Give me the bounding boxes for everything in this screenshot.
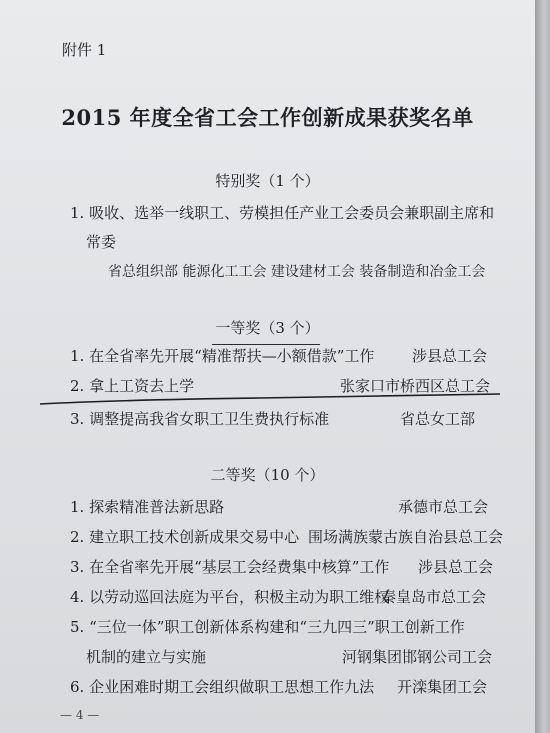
second-item-3-org: 涉县总工会: [418, 558, 494, 576]
first-item-1-text: 1. 在全省率先开展“精准帮扶—小额借款”工作: [70, 347, 375, 365]
first-prize-heading-rule: [212, 344, 320, 345]
special-item-1-orgs: 省总组织部 能源化工工会 建设建材工会 装备制造和冶金工会: [108, 264, 486, 280]
second-item-4-org: 秦皇岛市总工会: [381, 588, 487, 606]
first-item-2-org: 张家口市桥西区总工会: [340, 377, 491, 395]
second-prize-heading: 二等奖（10 个）: [210, 466, 325, 484]
second-item-2-org: 围场满族蒙古族自治县总工会: [308, 528, 504, 546]
second-item-5-line-2: 机制的建立与实施: [86, 648, 207, 666]
second-item-6-org: 开滦集团工会: [397, 678, 488, 696]
handwritten-underline: [40, 390, 500, 410]
special-item-1-line-1: 1. 吸收、选举一线职工、劳模担任产业工会委员会兼职副主席和: [70, 204, 495, 222]
attachment-label: 附件 1: [62, 41, 107, 59]
first-item-2-text: 2. 拿上工资去上学: [70, 377, 195, 395]
second-item-4-text: 4. 以劳动巡回法庭为平台，积极主动为职工维权: [70, 588, 390, 606]
page-edge-shadow: [535, 0, 550, 733]
special-item-1-line-2: 常委: [86, 233, 117, 251]
second-item-6-text: 6. 企业困难时期工会组织做职工思想工作九法: [70, 678, 375, 696]
document-title: 2015 年度全省工会工作创新成果获奖名单: [61, 105, 474, 130]
second-item-1-org: 承德市总工会: [398, 498, 489, 516]
second-item-5-line-1: 5. “三位一体”职工创新体系构建和“三九四三”职工创新工作: [70, 618, 465, 636]
second-item-1-text: 1. 探索精准普法新思路: [70, 498, 225, 516]
second-item-5-org: 河钢集团邯钢公司工会: [342, 648, 493, 666]
page-number: — 4 —: [60, 708, 100, 722]
first-item-1-org: 涉县总工会: [412, 347, 488, 365]
second-item-2-text: 2. 建立职工技术创新成果交易中心: [70, 528, 300, 546]
first-item-3-org: 省总女工部: [400, 410, 476, 428]
first-prize-heading: 一等奖（3 个）: [215, 319, 320, 337]
first-item-3-text: 3. 调整提高我省女职工卫生费执行标准: [70, 410, 330, 428]
special-award-heading: 特别奖（1 个）: [215, 172, 320, 190]
second-item-3-text: 3. 在全省率先开展“基层工会经费集中核算”工作: [70, 558, 390, 576]
